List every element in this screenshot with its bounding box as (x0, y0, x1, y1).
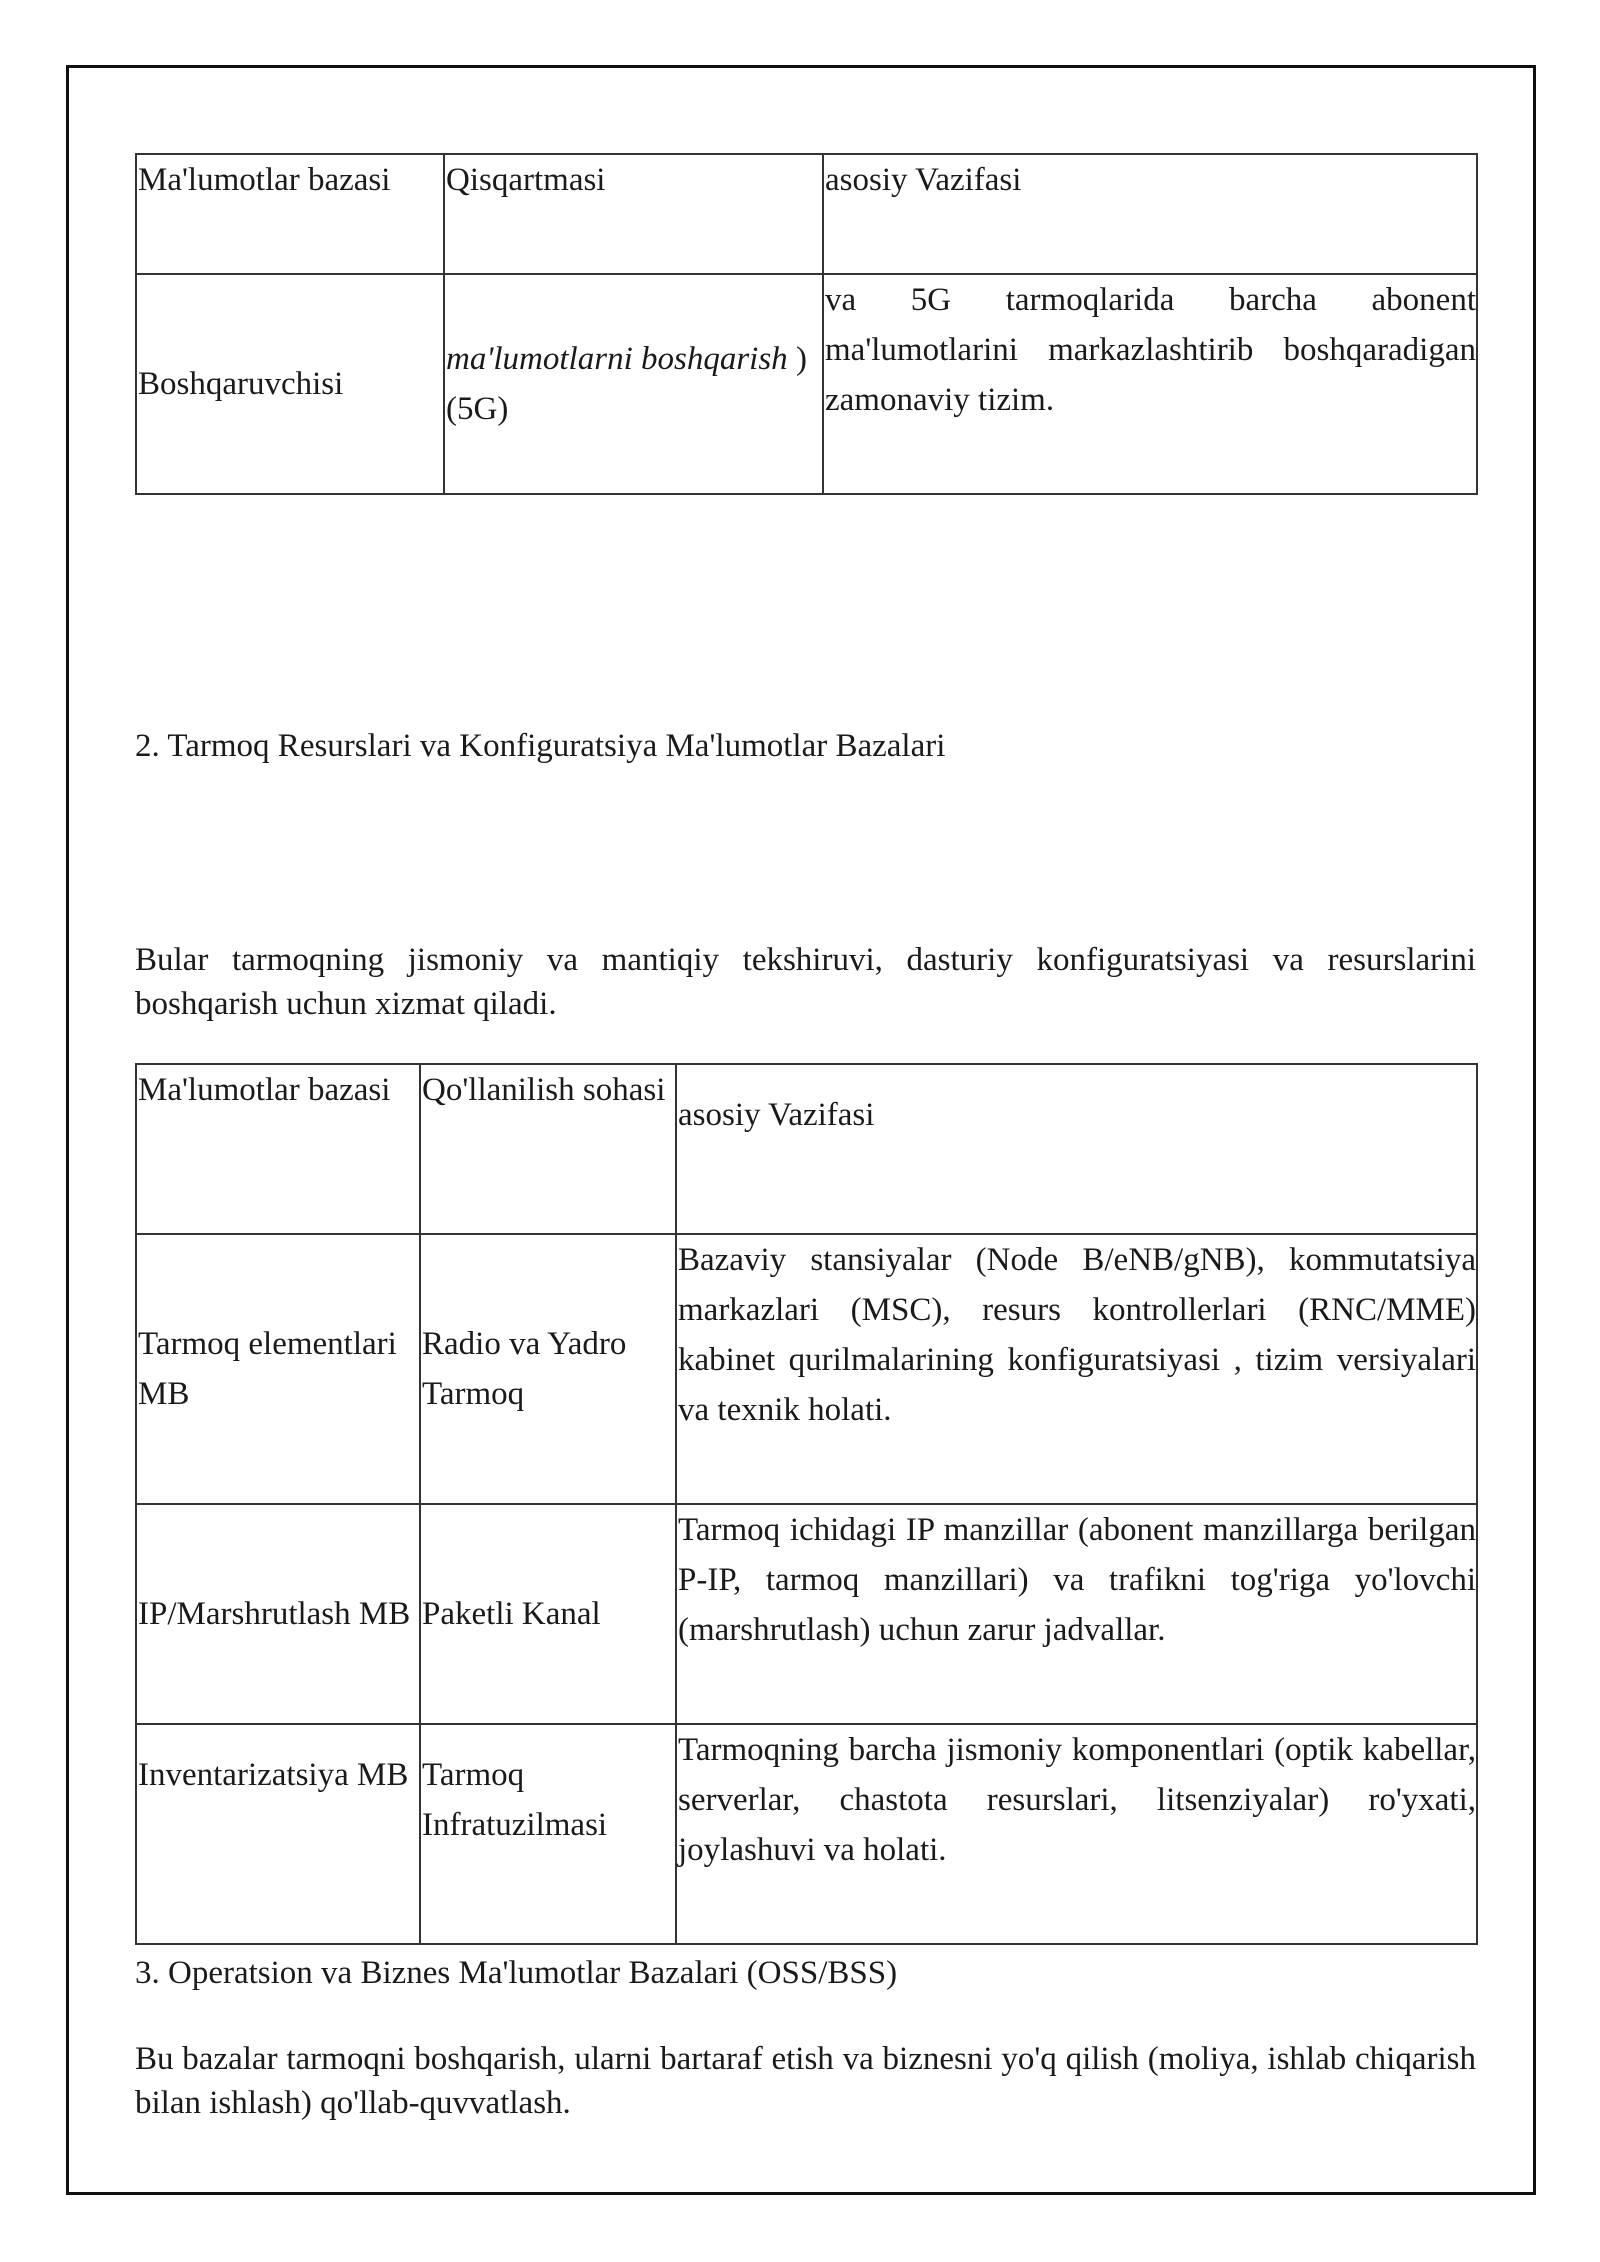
table-1-cell-name: Boshqaruvchisi (136, 274, 444, 494)
table-2-cell-scope: Radio va Yadro Tarmoq (420, 1234, 676, 1504)
table-row (136, 274, 1477, 494)
table-1-cell-task: va 5G tarmoqlarida barcha abonent ma'lumotlarini markazlashtirib boshqaradigan zamonaviy tizim. (823, 274, 1477, 494)
abbr-tail-text: ) (5G) (446, 341, 807, 427)
table-2-wrapper (135, 1063, 1476, 1945)
table-2-header-scope: Qo'llanilish sohasi (420, 1064, 676, 1234)
table-2-header-row (136, 1064, 1477, 1234)
table-2-cell-name: IP/Marshrutlash MB (136, 1504, 420, 1724)
table-1-header-row (136, 154, 1477, 274)
table-1-header-database: Ma'lumotlar bazasi (136, 154, 444, 274)
table-2-header-task: asosiy Vazifasi (676, 1064, 1477, 1234)
abbr-italic-text: ma'lumotlarni boshqarish (446, 341, 788, 377)
table-2-cell-name: Tarmoq elementlari MB (136, 1234, 420, 1504)
section-3-intro: Bu bazalar tarmoqni boshqarish, ularni bartaraf etish va biznesni yo'q qilish (moliya, ishlab chiqarish bilan ishlash) qo'llab-quvvatlash. (135, 2041, 1476, 2121)
table-2 (135, 1063, 1478, 1945)
table-1-wrapper (135, 153, 1476, 495)
table-1-cell-abbreviation (444, 274, 823, 494)
table-2-cell-scope: Tarmoq Infratuzilmasi (420, 1724, 676, 1944)
table-2-cell-task: Tarmoq ichidagi IP manzillar (abonent manzillarga berilgan P-IP, tarmoq manzillari) va trafikni tog'riga yo'lovchi (marshrutlash) uchun zarur jadvallar. (676, 1504, 1477, 1724)
table-2-cell-name: Inventarizatsiya MB (136, 1724, 420, 1944)
table-2-cell-scope: Paketli Kanal (420, 1504, 676, 1724)
table-1-header-abbreviation: Qisqartmasi (444, 154, 823, 274)
table-2-header-database: Ma'lumotlar bazasi (136, 1064, 420, 1234)
section-2-intro: Bular tarmoqning jismoniy va mantiqiy tekshiruvi, dasturiy konfiguratsiyasi va resurslarini boshqarish uchun xizmat qiladi. (135, 942, 1476, 1022)
table-row (136, 1504, 1477, 1724)
section-2-heading: 2. Tarmoq Resurslari va Konfiguratsiya Ma'lumotlar Bazalari (135, 728, 946, 764)
table-row (136, 1724, 1477, 1944)
table-1-header-task: asosiy Vazifasi (823, 154, 1477, 274)
table-1 (135, 153, 1478, 495)
table-2-cell-task: Tarmoqning barcha jismoniy komponentlari (optik kabellar, serverlar, chastota resurslari, litsenziyalar) ro'yxati, joylashuvi va holati. (676, 1724, 1477, 1944)
section-3-heading: 3. Operatsion va Biznes Ma'lumotlar Bazalari (OSS/BSS) (135, 1955, 898, 1991)
table-row (136, 1234, 1477, 1504)
table-2-cell-task: Bazaviy stansiyalar (Node B/eNB/gNB), kommutatsiya markazlari (MSC), resurs kontrollerlari (RNC/MME) kabinet qurilmalarining konfiguratsiyasi , tizim versiyalari va texnik holati. (676, 1234, 1477, 1504)
